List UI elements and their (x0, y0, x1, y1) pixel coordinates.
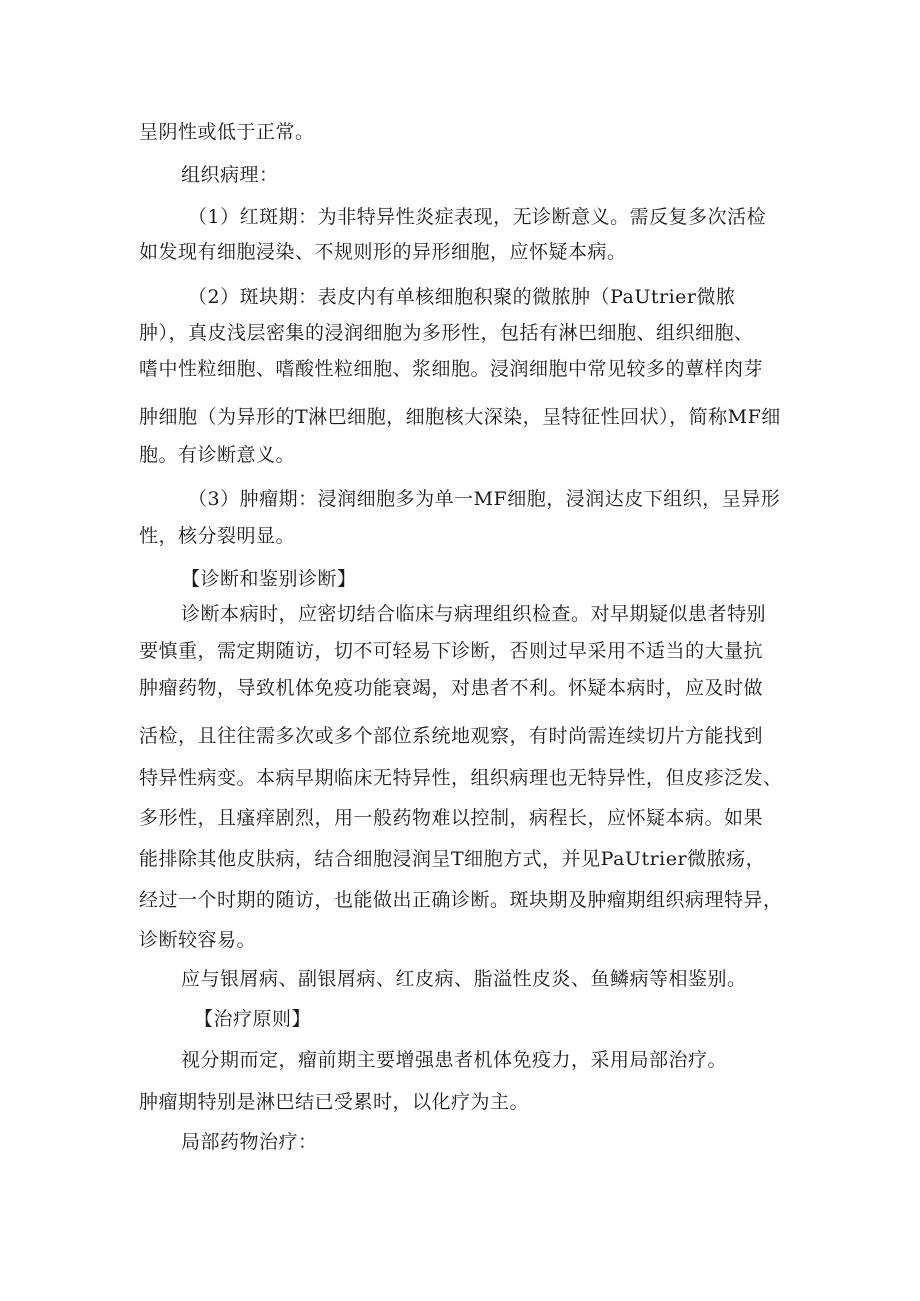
text-line: （3）肿瘤期：浸润细胞多为单一MF细胞，浸润达皮下组织，呈异形 (188, 488, 781, 510)
section-label: 局部药物治疗： (181, 1131, 318, 1153)
text-line: （1）红斑期：为非特异性炎症表现，无诊断意义。需反复多次活检 (188, 206, 767, 228)
text-line: 要慎重，需定期随访，切不可轻易下诊断，否则过早采用不适当的大量抗 (139, 640, 764, 662)
text-line: 多形性，且瘙痒剧烈，用一般药物难以控制，病程长，应怀疑本病。如果 (139, 807, 764, 829)
text-line: 能排除其他皮肤病，结合细胞浸润呈T细胞方式，并见PaUtrier微脓疡， (139, 848, 766, 870)
section-heading: 【诊断和鉴别诊断】 (181, 568, 357, 590)
section-heading: 【治疗原则】 (194, 1008, 312, 1030)
text-line: 肿瘤药物，导致机体免疫功能衰竭，对患者不利。怀疑本病时，应及时做 (139, 677, 764, 699)
text-line: 如发现有细胞浸染、不规则形的异形细胞，应怀疑本病。 (139, 241, 627, 263)
text-line: 应与银屑病、副银屑病、红皮病、脂溢性皮炎、鱼鳞病等相鉴别。 (181, 968, 747, 990)
text-line: 肿细胞（为异形的T淋巴细胞，细胞核大深染，呈特征性回状），简称MF细 (139, 406, 781, 428)
text-line: 视分期而定，瘤前期主要增强患者机体免疫力，采用局部治疗。 (181, 1049, 728, 1071)
text-line: 嗜中性粒细胞、嗜酸性粒细胞、浆细胞。浸润细胞中常见较多的蕈样肉芽 (139, 358, 764, 380)
text-line: （2）斑块期：表皮内有单核细胞积聚的微脓肿（PaUtrier微脓 (188, 286, 736, 308)
text-line: 肿），真皮浅层密集的浸润细胞为多形性，包括有淋巴细胞、组织细胞、 (139, 322, 754, 344)
section-label: 组织病理： (181, 164, 279, 186)
text-line: 诊断本病时，应密切结合临床与病理组织检查。对早期疑似患者特别 (181, 603, 767, 625)
text-line: 经过一个时期的随访，也能做出正确诊断。斑块期及肿瘤期组织病理特异， (139, 889, 783, 911)
text-line: 特异性病变。本病早期临床无特异性，组织病理也无特异性，但皮疹泛发、 (139, 767, 783, 789)
text-line: 胞。有诊断意义。 (139, 444, 296, 466)
text-line: 性，核分裂明显。 (139, 525, 296, 547)
text-line: 呈阴性或低于正常。 (139, 121, 315, 143)
text-line: 诊断较容易。 (139, 929, 257, 951)
text-line: 肿瘤期特别是淋巴结已受累时，以化疗为主。 (139, 1091, 530, 1113)
text-line: 活检，且往往需多次或多个部位系统地观察，有时尚需连续切片方能找到 (139, 725, 764, 747)
